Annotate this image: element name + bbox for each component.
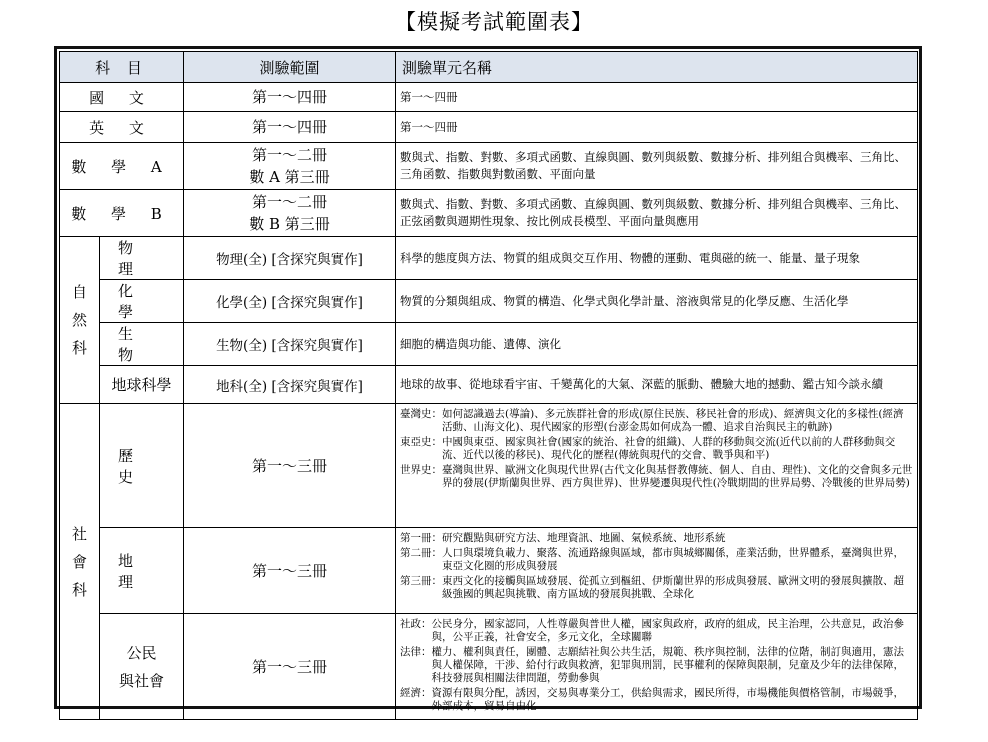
geography-item-text: 研究觀點與研究方法、地理資訊、地圖、氣候系統、地形系統 (442, 532, 726, 544)
units-history (396, 404, 918, 528)
subject-math-b: 數 學 B (60, 190, 184, 237)
subject-history: 歷 史 (100, 404, 184, 528)
units-math-a: 數與式、指數、對數、多項式函數、直線與圓、數列與級數、數據分析、排列組合與機率、三角比、三角函數、指數與對數函數、平面向量 (396, 143, 918, 190)
table-row-biology (60, 323, 918, 366)
range-english: 第一～四冊 (184, 112, 396, 143)
civics-item (400, 618, 913, 644)
group-social (60, 404, 100, 720)
subject-civics-line2: 與社會 (118, 671, 164, 690)
subject-civics-line1: 公民 (126, 643, 157, 662)
units-chinese: 第一～四冊 (396, 83, 918, 112)
civics-item-text: 權力、權利與責任，團體、志願結社與公共生活，規範、秩序與控制，法律的位階，制訂與適用，憲法與人權保障，干涉、給付行政與救濟，犯罪與刑罰，民事權利的保障與限制，兒童及少年的法律保障，科技發展與相關法律問題，勞動參與 (431, 646, 904, 684)
geography-item-label: 第二冊： (400, 547, 442, 559)
table-row-geography (60, 528, 918, 614)
civics-item (400, 687, 913, 713)
subject-physics: 物 理 (100, 237, 184, 280)
range-math-b (184, 190, 396, 237)
geography-item (400, 547, 913, 573)
units-civics (396, 614, 918, 720)
table-row-physics (60, 237, 918, 280)
subject-chemistry: 化 學 (100, 280, 184, 323)
range-geography: 第一～三冊 (184, 528, 396, 614)
table-row-math-a (60, 143, 918, 190)
range-biology: 生物(全) [含探究與實作] (184, 323, 396, 366)
exam-range-table (59, 51, 918, 720)
geography-item (400, 575, 913, 601)
civics-item-label: 社政： (400, 618, 432, 630)
subject-geography: 地 理 (100, 528, 184, 614)
range-physics: 物理(全) [含探究與實作] (184, 237, 396, 280)
range-math-a (184, 143, 396, 190)
group-social-char2: 會 (71, 552, 87, 571)
range-chemistry: 化學(全) [含探究與實作] (184, 280, 396, 323)
range-math-a-line1: 第一～二冊 (251, 146, 327, 164)
group-social-char1: 社 (71, 524, 87, 543)
units-earth-science: 地球的故事、從地球看宇宙、千變萬化的大氣、深藍的脈動、體驗大地的撼動、鑑古知今談永續 (396, 366, 918, 404)
header-subject: 科 目 (60, 52, 184, 83)
geography-item-label: 第三冊： (400, 575, 442, 587)
subject-english: 英 文 (60, 112, 184, 143)
history-item (400, 464, 913, 490)
civics-item-label: 法律： (400, 646, 432, 658)
page-title: 【模擬考試範圍表】 (395, 10, 593, 34)
history-item-text: 臺灣與世界、歐洲文化與現代世界(古代文化與基督教傳統、個人、自由、理性)、文化的交會與多元世界的發展(伊斯蘭與世界、西方與世界)、世界變遷與現代性(冷戰期間的世界局勢、冷戰後的世界局勢) (442, 464, 913, 489)
table-row-civics (60, 614, 918, 720)
range-math-a-line2: 數 A 第三冊 (249, 168, 330, 186)
group-science-char3: 科 (71, 339, 87, 357)
units-physics: 科學的態度與方法、物質的組成與交互作用、物體的運動、電與磁的統一、能量、量子現象 (396, 237, 918, 280)
header-units: 測驗單元名稱 (396, 52, 918, 83)
geography-item-text: 人口與環境負載力、聚落、流通路線與區域，都市與城鄉關係，產業活動，世界體系，臺灣與世界，東亞文化圈的形成與發展 (442, 547, 904, 572)
table-row-chemistry (60, 280, 918, 323)
table-row-earth-science (60, 366, 918, 404)
subject-math-a: 數 學 A (60, 143, 184, 190)
header-range: 測驗範圍 (184, 52, 396, 83)
table-row-english (60, 112, 918, 143)
history-item-label: 世界史： (400, 464, 442, 476)
units-math-b: 數與式、指數、對數、多項式函數、直線與圓、數列與級數、數據分析、排列組合與機率、三角比、正弦函數與週期性現象、按比例成長模型、平面向量與應用 (396, 190, 918, 237)
table-row-chinese (60, 83, 918, 112)
range-civics: 第一～三冊 (184, 614, 396, 720)
subject-civics (100, 614, 184, 720)
range-math-b-line1: 第一～二冊 (251, 193, 327, 211)
table-row-math-b (60, 190, 918, 237)
subject-chinese: 國 文 (60, 83, 184, 112)
history-item-text: 中國與東亞、國家與社會(國家的統治、社會的組織)、人群的移動與交流(近代以前的人群移動與交流、近代以後的移民)、現代化的歷程(傳統與現代的交會、戰爭與和平) (442, 436, 896, 461)
units-chemistry: 物質的分類與組成、物質的構造、化學式與化學計量、溶液與常見的化學反應、生活化學 (396, 280, 918, 323)
geography-item-label: 第一冊： (400, 532, 442, 544)
group-science-char1: 自 (71, 283, 87, 301)
units-geography (396, 528, 918, 614)
subject-earth-science: 地球科學 (100, 366, 184, 404)
history-item (400, 408, 913, 434)
geography-item (400, 532, 913, 545)
range-earth-science: 地科(全) [含探究與實作] (184, 366, 396, 404)
civics-item (400, 646, 913, 685)
history-item-label: 臺灣史： (400, 408, 442, 420)
civics-item-text: 公民身分，國家認同，人性尊嚴與普世人權，國家與政府，政府的組成，民主治理，公共意見，政治參與，公平正義，社會安全，多元文化，全球關聯 (431, 618, 904, 643)
units-biology: 細胞的構造與功能、遺傳、演化 (396, 323, 918, 366)
group-science-char2: 然 (71, 311, 87, 329)
history-item-text: 如何認識過去(導論)、多元族群社會的形成(原住民族、移民社會的形成)、經濟與文化的多樣性(經濟活動、山海文化)、現代國家的形塑(台澎金馬如何成為一體、追求自治與民主的軌跡) (442, 408, 904, 433)
civics-item-label: 經濟： (400, 687, 432, 699)
geography-item-text: 東西文化的接觸與區域發展、從孤立到樞紐、伊斯蘭世界的形成與發展、歐洲文明的發展與擴散、超級強國的興起與挑戰、南方區域的發展與挑戰、全球化 (442, 575, 904, 600)
range-math-b-line2: 數 B 第三冊 (249, 215, 330, 233)
units-english: 第一～四冊 (396, 112, 918, 143)
group-science (60, 237, 100, 404)
civics-item-text: 資源有限與分配，誘因，交易與專業分工，供給與需求，國民所得，市場機能與價格管制，市場競爭，外部成本，貿易自由化 (431, 687, 904, 712)
range-history: 第一～三冊 (184, 404, 396, 528)
table-header-row (60, 52, 918, 83)
group-social-char3: 科 (71, 580, 87, 599)
subject-biology: 生 物 (100, 323, 184, 366)
table-row-history (60, 404, 918, 528)
range-chinese: 第一～四冊 (184, 83, 396, 112)
exam-range-table-frame (54, 46, 922, 712)
history-item (400, 436, 913, 462)
history-item-label: 東亞史： (400, 436, 442, 448)
